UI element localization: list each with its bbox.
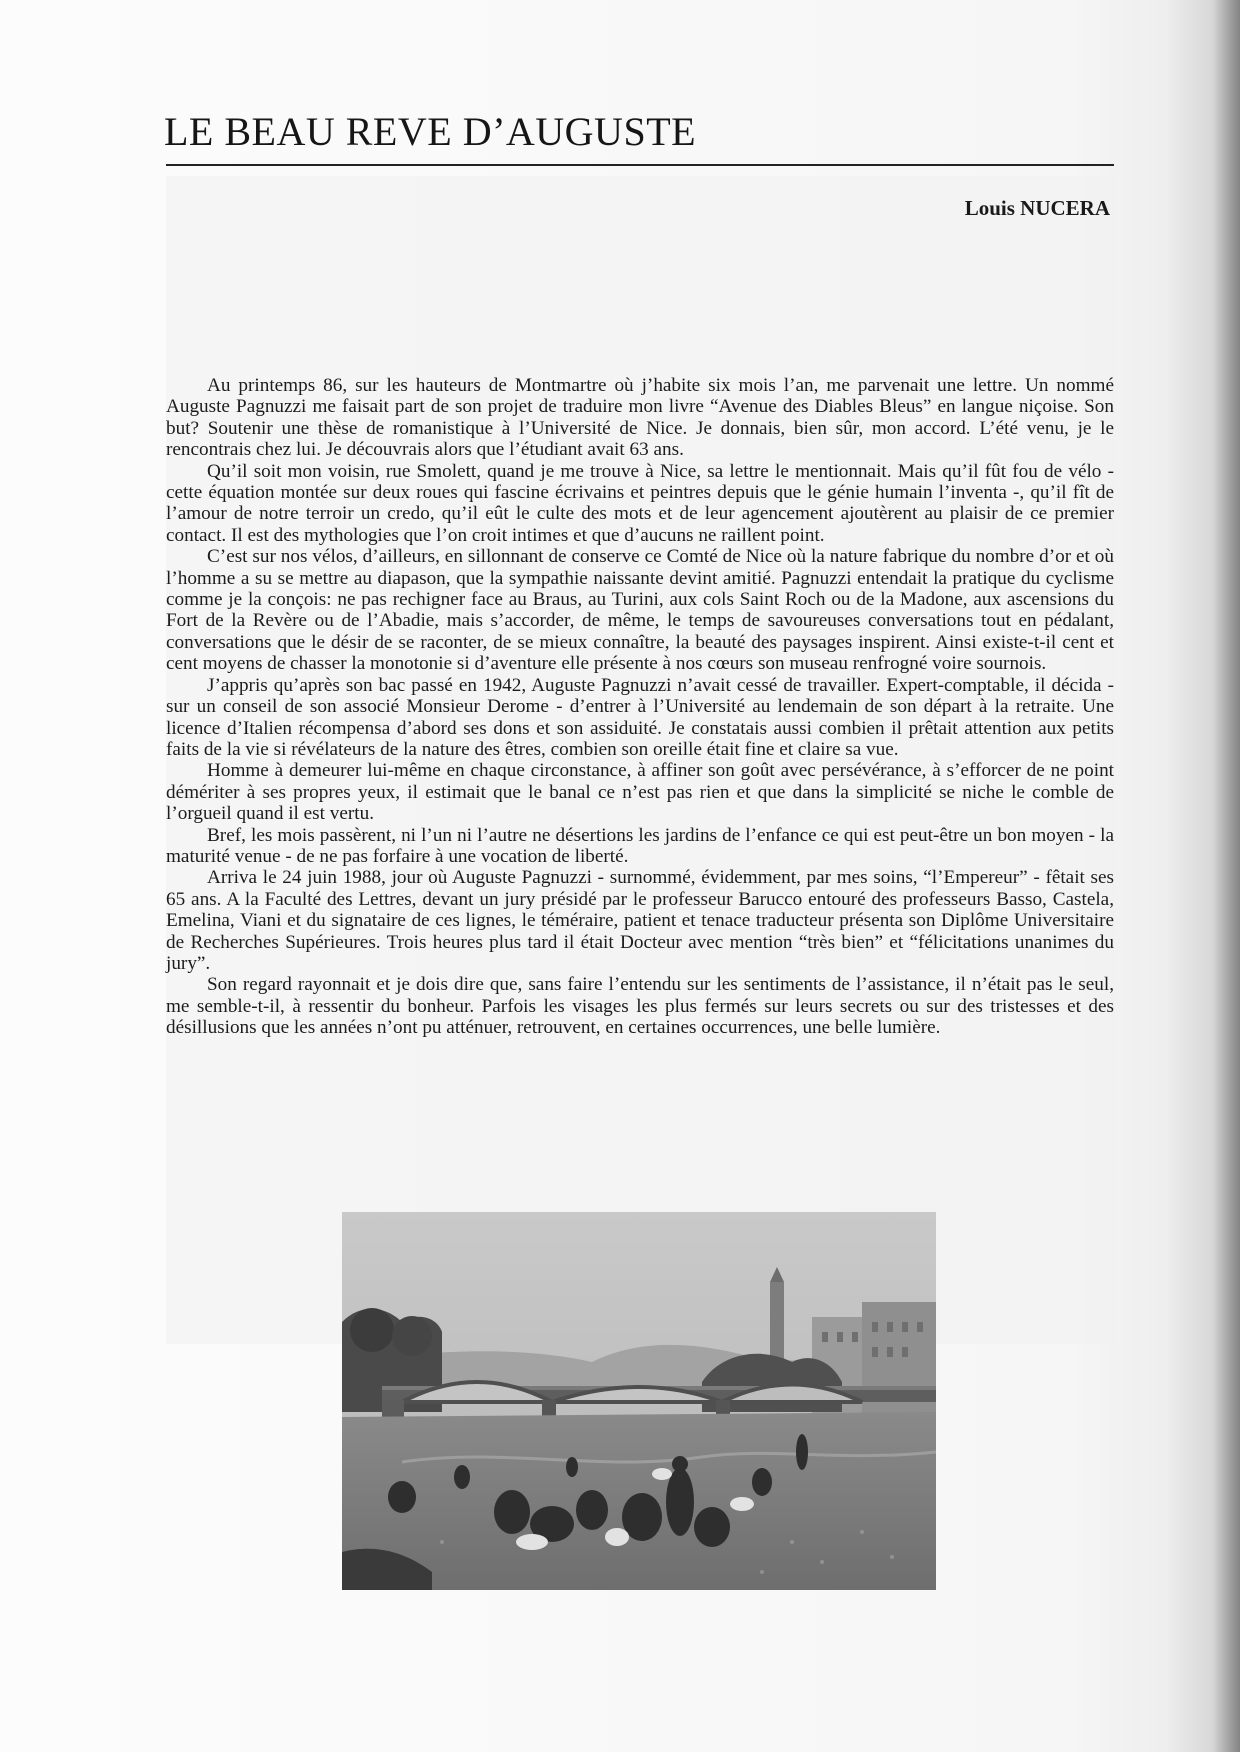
paragraph: Son regard rayonnait et je dois dire que, sans faire l’entendu sur les sentiments de l’assistance, il n’était pas le seul, me semble-t-il, à ressentir du bonheur. Parfois les visages les plus fermés sur leurs secrets ou sur des tristesses et des désillusions que les années n’ont pu atténuer, retrouvent, en certaines occurrences, une belle lumière. (166, 974, 1114, 1039)
paragraph: Qu’il soit mon voisin, rue Smolett, quand je me trouve à Nice, sa lettre le mentionnait. Mais qu’il fût fou de vélo - cette équation montée sur deux roues qui fascine écrivains et peintres depuis que le génie humain l’inventa -, qu’il fît de l’amour de notre terroir un credo, qu’il eût le culte des mots et de leur agencement ajoutèrent au plaisir de ce premier contact. Il est des mythologies que l’on croit intimes et que d’aucuns ne raillent point. (166, 460, 1114, 546)
paragraph: Homme à demeurer lui-même en chaque circonstance, à affiner son goût avec persévérance, à s’efforcer de ne point démériter à ses propres yeux, il estimait que le banal ce n’est pas rien et que dans la simplicité se niche le comble de l’orgueil quand il est vertu. (166, 760, 1114, 825)
binding-shadow (1212, 0, 1240, 1752)
paragraph: J’appris qu’après son bac passé en 1942, Auguste Pagnuzzi n’avait cessé de travailler. Expert-comptable, il décida - sur un conseil de son associé Monsieur Derome - d’entrer à l’Université au lendemain de son départ à la retraite. Une licence d’Italien récompensa d’abord ses dons et son assiduité. Je constatais aussi combien il prêtait attention aux petits faits de la vie si révélateurs de la nature des êtres, combien son oreille était fine et claire sa vue. (166, 674, 1114, 760)
article-body (166, 375, 1114, 1039)
title-rule (166, 164, 1114, 166)
paragraph: C’est sur nos vélos, d’ailleurs, en sillonnant de conserve ce Comté de Nice où la nature fabrique du nombre d’or et où l’homme a su se mettre au diapason, que la sympathie naissante devint amitié. Pagnuzzi entendait la pratique du cyclisme comme je la conçois: ne pas rechigner face au Braus, au Turini, aux cols Saint Roch ou de la Madone, aux ascensions du Fort de la Revère ou de l’Abadie, mais s’accorder, de même, le temps de savoureuses conversations tout en pédalant, conversations que le désir de se raconter, de se mieux connaître, la beauté des paysages inspirent. Ainsi existe-t-il cent et cent moyens de chasser la monotonie si d’aventure elle présente à nos cœurs son museau renfrogné voire sournois. (166, 546, 1114, 675)
paragraph: Au printemps 86, sur les hauteurs de Montmartre où j’habite six mois l’an, me parvenait une lettre. Un nommé Auguste Pagnuzzi me faisait part de son projet de traduire mon livre “Avenue des Diables Bleus” en langue niçoise. Son but? Soutenir une thèse de romanistique à l’Université de Nice. Je donnais, bien sûr, mon accord. L’été venu, je le rencontrais chez lui. Je découvrais alors que l’étudiant avait 63 ans. (166, 375, 1114, 461)
riverbed-bridge-photo (342, 1212, 936, 1590)
paragraph: Bref, les mois passèrent, ni l’un ni l’autre ne désertions les jardins de l’enfance ce qui est peut-être un bon moyen - la maturité venue - de ne pas forfaire à une vocation de liberté. (166, 824, 1114, 867)
paragraph: Arriva le 24 juin 1988, jour où Auguste Pagnuzzi - surnommé, évidemment, par mes soins, “l’Empereur” - fêtait ses 65 ans. A la Faculté des Lettres, devant un jury présidé par le professeur Barucco entouré des professeurs Basso, Castela, Emelina, Viani et du signataire de ces lignes, le téméraire, patient et tenace traducteur présenta son Diplôme Universitaire de Recherches Supérieures. Trois heures plus tard il était Docteur avec mention “très bien” et “félicitations unanimes du jury”. (166, 867, 1114, 974)
article-title: LE BEAU REVE D’AUGUSTE (164, 109, 697, 154)
historic-photograph (342, 1212, 936, 1590)
article-author: Louis NUCERA (964, 196, 1110, 220)
